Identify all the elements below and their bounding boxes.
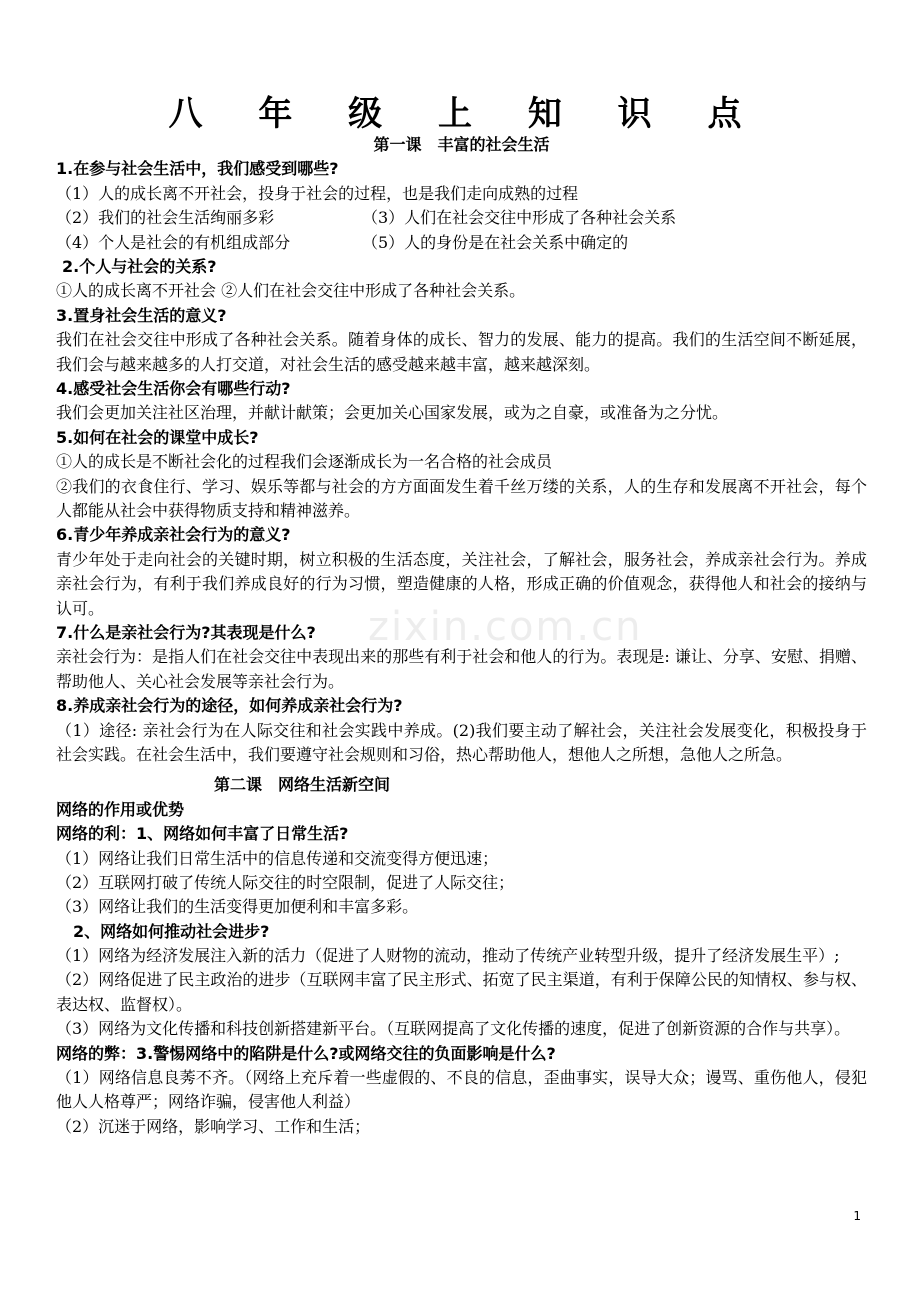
- question-2: 2.个人与社会的关系?: [62, 256, 217, 276]
- point-3-item-2: （2）沉迷于网络，影响学习、工作和生活；: [56, 1116, 371, 1136]
- lesson2-heading: 第二课 网络生活新空间: [214, 775, 391, 795]
- point-1-item-3: （3）网络让我们的生活变得更加便利和丰富多彩。: [56, 897, 419, 917]
- point-3-item-1: （1）网络信息良莠不齐。（网络上充斥着一些虚假的、不良的信息，歪曲事实，误导大众；谩骂、重伤他人，侵犯他人人格尊严；网络诈骗，侵害他人利益）: [56, 1068, 867, 1112]
- lesson2-point-3: 网络的弊：3.警惕网络中的陷阱是什么?或网络交往的负面影响是什么?: [56, 1043, 556, 1063]
- lesson2-point-1: 网络的利：1、网络如何丰富了日常生活?: [56, 824, 349, 844]
- answer-1-row-2: [56, 206, 867, 230]
- answer-5-item-2: ②我们的衣食住行、学习、娱乐等都与社会的方方面面发生着千丝万缕的关系，人的生存和发展离不开社会，每个人都能从社会中获得物质支持和精神滋养。: [56, 476, 867, 520]
- answer-1-item-3: （3）人们在社会交往中形成了各种社会关系: [362, 208, 677, 228]
- answer-1-item-2: （2）我们的社会生活绚丽多彩: [56, 208, 275, 228]
- answer-2: ①人的成长离不开社会 ②人们在社会交往中形成了各种社会关系。: [56, 281, 526, 301]
- answer-5-item-1: ①人的成长是不断社会化的过程我们会逐渐成长为一名合格的社会成员: [56, 452, 553, 472]
- answer-1-row-3: [56, 231, 867, 255]
- answer-3: 我们在社会交往中形成了各种社会关系。随着身体的成长、智力的发展、能力的提高。我们的生活空间不断延展，我们会与越来越多的人打交道，对社会生活的感受越来越丰富，越来越深刻。: [56, 330, 867, 374]
- question-1: 1.在参与社会生活中，我们感受到哪些?: [56, 159, 339, 179]
- answer-4: 我们会更加关注社区治理，并献计献策；会更加关心国家发展，或为之自豪，或准备为之分忧。: [56, 403, 729, 423]
- page-title: 八 年 级 上 知 识 点: [168, 94, 764, 134]
- watermark: zixin.com.cn: [368, 604, 643, 650]
- lesson1-heading: 第一课 丰富的社会生活: [373, 135, 550, 154]
- point-2-item-3: （3）网络为文化传播和科技创新搭建新平台。（互联网提高了文化传播的速度，促进了创新资源的合作与共享）。: [56, 1019, 851, 1039]
- question-4: 4.感受社会生活你会有哪些行动?: [56, 378, 291, 398]
- lesson2-point-2: 2、网络如何推动社会进步?: [73, 921, 270, 941]
- point-1-item-2: （2）互联网打破了传统人际交往的时空限制，促进了人际交往；: [56, 872, 515, 892]
- answer-1-item-1: （1）人的成长离不开社会，投身于社会的过程，也是我们走向成熟的过程: [56, 183, 579, 203]
- question-8: 8.养成亲社会行为的途径，如何养成亲社会行为?: [56, 696, 403, 716]
- lesson2-subheading: 网络的作用或优势: [56, 799, 185, 819]
- point-2-item-1: （1）网络为经济发展注入新的活力（促进了人财物的流动，推动了传统产业转型升级，提升了经济发展生平）;: [56, 946, 840, 966]
- answer-1-item-5: （5）人的身份是在社会关系中确定的: [362, 232, 629, 252]
- answer-7: 亲社会行为：是指人们在社会交往中表现出来的那些有利于社会和他人的行为。表现是: 谦让、分享、安慰、捐赠、帮助他人、关心社会发展等亲社会行为。: [56, 647, 867, 691]
- answer-8: （1）途径: 亲社会行为在人际交往和社会实践中养成。(2)我们要主动了解社会，关注社会发展变化，积极投身于社会实践。在社会生活中，我们要遵守社会规则和习俗，热心帮助他人，想他人之所想，急他人之所急。: [56, 720, 867, 764]
- question-3: 3.置身社会生活的意义?: [56, 305, 227, 325]
- question-6: 6.青少年养成亲社会行为的意义?: [56, 525, 291, 545]
- page-number: 1: [853, 1209, 861, 1223]
- question-7: 7.什么是亲社会行为?其表现是什么?: [56, 622, 316, 642]
- answer-1-item-4: （4）个人是社会的有机组成部分: [56, 232, 291, 252]
- point-1-item-1: （1）网络让我们日常生活中的信息传递和交流变得方便迅速；: [56, 848, 499, 868]
- document-body: [56, 133, 867, 1139]
- point-2-item-2: （2）网络促进了民主政治的进步（互联网丰富了民主形式、拓宽了民主渠道，有利于保障公民的知情权、参与权、表达权、监督权）。: [56, 970, 867, 1014]
- answer-6: 青少年处于走向社会的关键时期，树立积极的生活态度，关注社会，了解社会，服务社会，养成亲社会行为。养成亲社会行为，有利于我们养成良好的行为习惯，塑造健康的人格，形成正确的价值观念，获得他人和社会的接纳与认可。: [56, 549, 867, 618]
- question-5: 5.如何在社会的课堂中成长?: [56, 427, 259, 447]
